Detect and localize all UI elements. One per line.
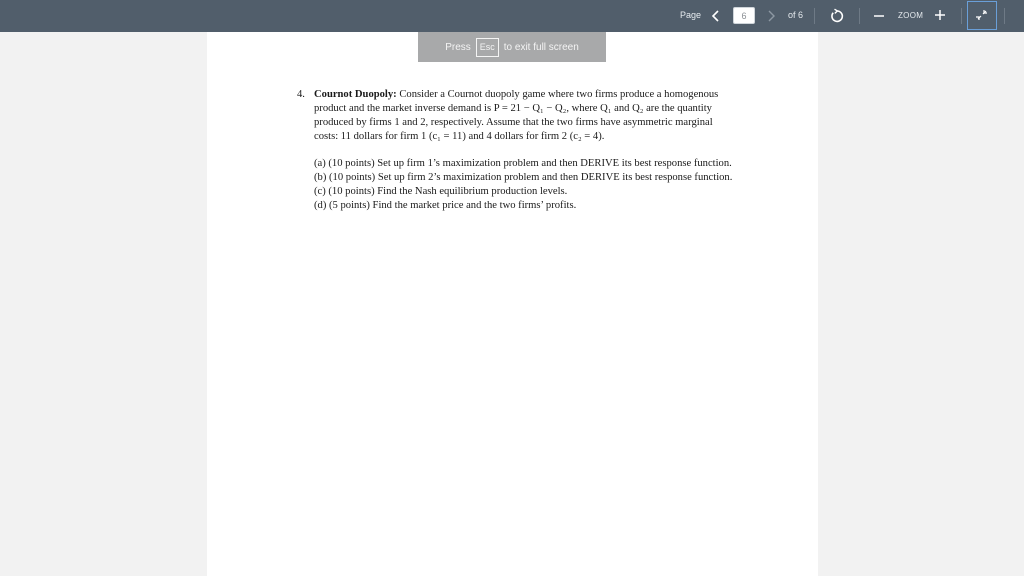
minus-icon (872, 7, 886, 25)
page-number-input[interactable]: 6 (733, 7, 755, 24)
page-count-label: of 6 (788, 10, 804, 20)
banner-suffix-text: to exit full screen (503, 41, 579, 53)
question-part: (d) (5 points) Find the market price and the two firms’ profits. (314, 200, 577, 211)
question-part: (c) (10 points) Find the Nash equilibrium production levels. (314, 186, 568, 197)
question-title: Cournot Duopoly: (314, 89, 397, 100)
toolbar-divider (961, 8, 962, 24)
collapse-icon (968, 2, 996, 29)
toolbar-divider (859, 8, 860, 24)
zoom-in-button[interactable] (932, 6, 948, 24)
toolbar-divider (1004, 8, 1005, 24)
zoom-label: ZOOM (898, 11, 924, 20)
page-label: Page (680, 10, 702, 20)
chevron-right-icon (764, 6, 778, 26)
question-text: Consider a Cournot duopoly game where two firms produce a homogenous product and the market inverse demand is P = 21 − Q₁ − Q₂, where Q₁ and Q₂ are the quantity produced by firms 1 and 2, respectively. Assume that the two firms have asymmetric marginal costs: 11 dollars for firm 1 (c₁ = 11) and 4 dollars for firm 2 (c₂ = 4). (314, 89, 719, 142)
question-part: (b) (10 points) Set up firm 2’s maximization problem and then DERIVE its best response function. (314, 172, 733, 183)
viewer-toolbar (0, 0, 1024, 32)
banner-press-text: Press (445, 41, 471, 53)
question-part: (a) (10 points) Set up firm 1’s maximization problem and then DERIVE its best response function. (314, 158, 732, 169)
esc-key-label: Esc (476, 38, 499, 57)
toolbar-divider (814, 8, 815, 24)
question-block (297, 88, 737, 213)
plus-icon (932, 6, 948, 24)
previous-page-button[interactable] (709, 6, 723, 26)
question-parts (314, 157, 737, 213)
question-number: 4. (297, 89, 305, 100)
next-page-button[interactable] (764, 6, 778, 26)
rotate-icon (828, 7, 846, 25)
rotate-button[interactable] (828, 7, 846, 25)
zoom-out-button[interactable] (872, 7, 886, 25)
exit-fullscreen-button[interactable] (967, 1, 997, 30)
question-body (314, 88, 737, 144)
fullscreen-hint-banner (418, 32, 606, 62)
chevron-left-icon (709, 6, 723, 26)
